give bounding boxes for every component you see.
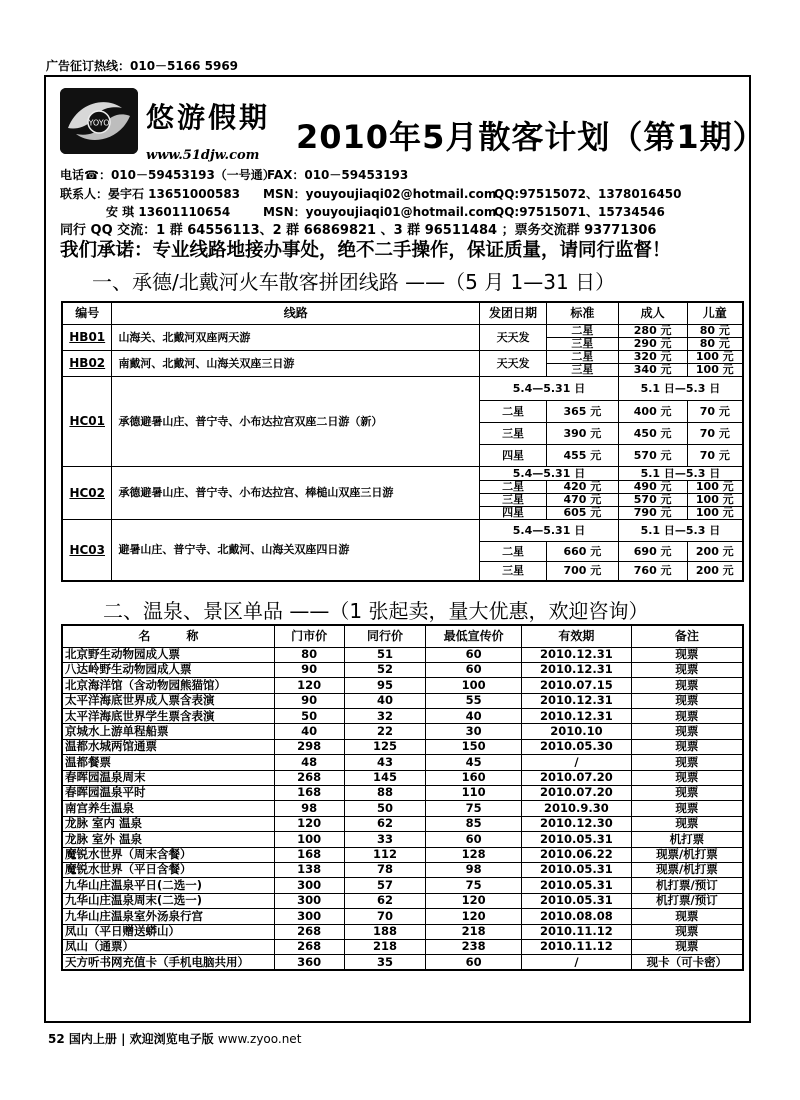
ticket-trade-price: 32 [344, 709, 426, 724]
route-date: 天天发 [480, 324, 547, 350]
contact-person-1-name: 联系人：晏宇石 13651000583 [60, 187, 241, 201]
route-child-price: 80 元 [687, 324, 743, 337]
ticket-note: 现票 [631, 786, 743, 801]
ticket-trade-price: 22 [344, 724, 426, 739]
ticket-valid-until: / [522, 755, 632, 770]
ticket-retail-price: 40 [274, 724, 344, 739]
route-code: HC03 [62, 519, 112, 581]
ticket-valid-until: 2010.12.31 [522, 662, 632, 677]
ticket-min-price: 45 [426, 755, 522, 770]
header-trade: 同行价 [344, 625, 426, 647]
ticket-valid-until: 2010.08.08 [522, 909, 632, 924]
ticket-min-price: 120 [426, 909, 522, 924]
route-row [62, 350, 743, 363]
ticket-row [62, 678, 743, 693]
ticket-trade-price: 57 [344, 878, 426, 893]
ticket-trade-price: 218 [344, 939, 426, 954]
route-code: HB01 [62, 324, 112, 350]
section1-title: 一、承德/北戴河火车散客拼团线路 ——（5 月 1—31 日） [92, 270, 616, 294]
ticket-valid-until: 2010.06.22 [522, 847, 632, 862]
route-child-price: 200 元 [687, 541, 743, 561]
route-child-price: 100 元 [687, 363, 743, 376]
ticket-min-price: 100 [426, 678, 522, 693]
ticket-retail-price: 268 [274, 770, 344, 785]
ticket-table-header [62, 625, 743, 647]
ticket-valid-until: 2010.9.30 [522, 801, 632, 816]
ticket-trade-price: 188 [344, 924, 426, 939]
ticket-retail-price: 100 [274, 832, 344, 847]
ticket-retail-price: 98 [274, 801, 344, 816]
brand-name: 悠游假期 [146, 101, 271, 134]
route-standard: 三星 [480, 561, 547, 581]
ticket-retail-price: 50 [274, 709, 344, 724]
route-price-a: 605 元 [546, 506, 618, 519]
ticket-name: 京城水上游单程船票 [62, 724, 274, 739]
ticket-row [62, 893, 743, 908]
ticket-min-price: 75 [426, 801, 522, 816]
ticket-note: 现票 [631, 801, 743, 816]
ticket-retail-price: 168 [274, 786, 344, 801]
route-adult-price: 290 元 [618, 337, 687, 350]
ticket-name: 温都餐票 [62, 755, 274, 770]
footer-slogan: 欢迎浏览电子版 [129, 1032, 214, 1046]
ticket-valid-until: 2010.05.30 [522, 739, 632, 754]
header-min-price: 最低宣传价 [426, 625, 522, 647]
ticket-valid-until: 2010.05.31 [522, 893, 632, 908]
route-adult-price: 690 元 [618, 541, 687, 561]
ticket-name: 春晖园温泉周末 [62, 770, 274, 785]
ticket-valid-until: 2010.11.12 [522, 924, 632, 939]
ticket-row [62, 755, 743, 770]
fax-number: FAX：010－59453193 [267, 168, 409, 182]
ticket-rows [62, 647, 743, 970]
header-note: 备注 [631, 625, 743, 647]
ad-hotline: 广告征订热线：010－5166 5969 [46, 59, 239, 73]
ticket-row [62, 739, 743, 754]
route-period-row [62, 519, 743, 541]
ticket-retail-price: 360 [274, 955, 344, 970]
route-adult-price: 570 元 [618, 493, 687, 506]
route-price-a: 390 元 [546, 422, 618, 444]
route-period-b: 5.1 日—5.3 日 [618, 519, 743, 541]
route-date: 天天发 [480, 350, 547, 376]
route-child-price: 70 元 [687, 444, 743, 466]
ticket-name: 温都水城两馆通票 [62, 739, 274, 754]
ticket-note: 现卡（可卡密） [631, 955, 743, 970]
ticket-valid-until: 2010.05.31 [522, 878, 632, 893]
ticket-valid-until: 2010.11.12 [522, 939, 632, 954]
ticket-min-price: 98 [426, 862, 522, 877]
ticket-retail-price: 300 [274, 909, 344, 924]
ticket-min-price: 30 [426, 724, 522, 739]
ticket-note: 现票 [631, 724, 743, 739]
ticket-valid-until: 2010.05.31 [522, 832, 632, 847]
ticket-trade-price: 125 [344, 739, 426, 754]
ticket-row [62, 801, 743, 816]
section2-title: 二、温泉、景区单品 ——（1 张起卖，量大优惠，欢迎咨询） [103, 599, 649, 623]
route-standard: 二星 [546, 324, 618, 337]
route-adult-price: 280 元 [618, 324, 687, 337]
ticket-name: 九华山庄温泉室外汤泉行宫 [62, 909, 274, 924]
ticket-retail-price: 120 [274, 678, 344, 693]
brand-website: www.51djw.com [146, 148, 260, 163]
ticket-trade-price: 78 [344, 862, 426, 877]
ticket-row [62, 647, 743, 662]
ticket-valid-until: 2010.12.30 [522, 816, 632, 831]
ticket-note: 现票 [631, 909, 743, 924]
route-code: HC02 [62, 466, 112, 519]
ticket-row [62, 724, 743, 739]
ticket-min-price: 60 [426, 955, 522, 970]
contact-person-1-msn: MSN：youyoujiaqi02@hotmail.com [263, 187, 497, 201]
ticket-valid-until: 2010.12.31 [522, 709, 632, 724]
contact-person-2-qq: QQ:97515071、15734546 [494, 205, 665, 219]
header-code: 编号 [62, 302, 112, 324]
ticket-row [62, 816, 743, 831]
ticket-trade-price: 88 [344, 786, 426, 801]
route-standard: 三星 [480, 422, 547, 444]
route-standard: 三星 [546, 337, 618, 350]
route-table-header [62, 302, 743, 324]
logo-yoyo-text: YOYO [88, 118, 110, 128]
ticket-note: 现票 [631, 709, 743, 724]
contact-person-2-name: 安 琪 13601110654 [106, 205, 231, 219]
ticket-name: 龙脉 室内 温泉 [62, 816, 274, 831]
ticket-name: 北京海洋馆（含动物园熊猫馆） [62, 678, 274, 693]
header-name: 名 称 [62, 625, 274, 647]
route-child-price: 70 元 [687, 400, 743, 422]
route-adult-price: 570 元 [618, 444, 687, 466]
ticket-valid-until: 2010.05.31 [522, 862, 632, 877]
contact-person-1-qq: QQ:97515072、1378016450 [494, 187, 682, 201]
ticket-min-price: 60 [426, 647, 522, 662]
ticket-table [61, 624, 744, 971]
ticket-retail-price: 168 [274, 847, 344, 862]
route-child-price: 200 元 [687, 561, 743, 581]
header-child: 儿童 [687, 302, 743, 324]
ticket-min-price: 85 [426, 816, 522, 831]
ticket-name: 春晖园温泉平时 [62, 786, 274, 801]
ticket-row [62, 878, 743, 893]
route-child-price: 80 元 [687, 337, 743, 350]
ticket-note: 机打票/预订 [631, 878, 743, 893]
route-adult-price: 400 元 [618, 400, 687, 422]
ticket-note: 机打票 [631, 832, 743, 847]
route-name: 山海关、北戴河双座两天游 [112, 324, 480, 350]
ticket-trade-price: 40 [344, 693, 426, 708]
ticket-trade-price: 112 [344, 847, 426, 862]
ticket-note: 现票 [631, 693, 743, 708]
footer: 52 国内上册 | 欢迎浏览电子版 www.zyoo.net [48, 1032, 302, 1046]
ticket-row [62, 924, 743, 939]
ticket-trade-price: 51 [344, 647, 426, 662]
book-name: 国内上册 [68, 1032, 117, 1046]
contact-person-2-msn: MSN：youyoujiaqi01@hotmail.com [263, 205, 497, 219]
ticket-row [62, 693, 743, 708]
ticket-valid-until: 2010.07.20 [522, 770, 632, 785]
header-adult: 成人 [618, 302, 687, 324]
ticket-retail-price: 90 [274, 662, 344, 677]
ticket-retail-price: 80 [274, 647, 344, 662]
dolphin-logo-icon [60, 88, 138, 154]
ticket-name: 南宫养生温泉 [62, 801, 274, 816]
ticket-min-price: 75 [426, 878, 522, 893]
ticket-min-price: 110 [426, 786, 522, 801]
ticket-retail-price: 90 [274, 693, 344, 708]
ticket-valid-until: 2010.12.31 [522, 693, 632, 708]
route-period-a: 5.4—5.31 日 [480, 519, 619, 541]
ticket-trade-price: 50 [344, 801, 426, 816]
qq-groups: 同行 QQ 交流：1 群 64556113、2 群 66869821 、3 群 96511484 ；票务交流群 93771306 [60, 223, 657, 238]
ticket-note: 现票 [631, 939, 743, 954]
route-code: HC01 [62, 376, 112, 466]
ticket-name: 魔锐水世界（平日含餐） [62, 862, 274, 877]
page-title: 2010年5月散客计划（第1期） [296, 118, 766, 156]
ticket-trade-price: 43 [344, 755, 426, 770]
route-standard: 三星 [480, 493, 547, 506]
route-child-price: 100 元 [687, 350, 743, 363]
ticket-note: 现票 [631, 924, 743, 939]
ticket-note: 现票 [631, 816, 743, 831]
header-standard: 标准 [546, 302, 618, 324]
route-period-a: 5.4—5.31 日 [480, 466, 619, 480]
ticket-name: 凤山（平日赠送蟒山） [62, 924, 274, 939]
route-price-a: 365 元 [546, 400, 618, 422]
split-routes [62, 376, 743, 581]
ticket-name: 龙脉 室外 温泉 [62, 832, 274, 847]
route-price-a: 455 元 [546, 444, 618, 466]
ticket-min-price: 238 [426, 939, 522, 954]
ticket-note: 现票 [631, 662, 743, 677]
route-name: 避暑山庄、普宁寺、北戴河、山海关双座四日游 [112, 519, 480, 581]
simple-routes [62, 324, 743, 376]
route-row [62, 324, 743, 337]
ticket-row [62, 847, 743, 862]
route-name: 承德避暑山庄、普宁寺、小布达拉宫双座二日游（新） [112, 376, 480, 466]
ticket-row [62, 662, 743, 677]
ticket-min-price: 60 [426, 662, 522, 677]
route-table [61, 301, 744, 582]
route-child-price: 100 元 [687, 506, 743, 519]
route-code: HB02 [62, 350, 112, 376]
ticket-name: 八达岭野生动物园成人票 [62, 662, 274, 677]
route-period-b: 5.1 日—5.3 日 [618, 466, 743, 480]
ticket-retail-price: 120 [274, 816, 344, 831]
ticket-name: 九华山庄温泉平日(二选一) [62, 878, 274, 893]
ticket-row [62, 832, 743, 847]
route-standard: 四星 [480, 506, 547, 519]
footer-url: www.zyoo.net [217, 1032, 302, 1046]
ticket-retail-price: 48 [274, 755, 344, 770]
ticket-name: 北京野生动物园成人票 [62, 647, 274, 662]
ticket-row [62, 955, 743, 970]
commitment-text: 我们承诺：专业线路地接办事处，绝不二手操作，保证质量，请同行监督！ [60, 240, 671, 261]
page-number: 52 [48, 1032, 65, 1046]
route-standard: 四星 [480, 444, 547, 466]
ticket-note: 现票 [631, 770, 743, 785]
ticket-name: 太平洋海底世界成人票含表演 [62, 693, 274, 708]
route-period-a: 5.4—5.31 日 [480, 376, 619, 400]
header-retail: 门市价 [274, 625, 344, 647]
route-standard: 二星 [480, 480, 547, 493]
ticket-retail-price: 298 [274, 739, 344, 754]
ticket-trade-price: 95 [344, 678, 426, 693]
ticket-min-price: 55 [426, 693, 522, 708]
ticket-retail-price: 268 [274, 939, 344, 954]
route-child-price: 100 元 [687, 480, 743, 493]
ticket-retail-price: 138 [274, 862, 344, 877]
ticket-valid-until: 2010.07.15 [522, 678, 632, 693]
ticket-min-price: 160 [426, 770, 522, 785]
ticket-retail-price: 300 [274, 893, 344, 908]
ticket-note: 现票/机打票 [631, 862, 743, 877]
ticket-valid-until: / [522, 955, 632, 970]
ticket-retail-price: 268 [274, 924, 344, 939]
ticket-note: 现票 [631, 739, 743, 754]
ticket-min-price: 60 [426, 832, 522, 847]
ticket-valid-until: 2010.12.31 [522, 647, 632, 662]
ticket-trade-price: 70 [344, 909, 426, 924]
ticket-min-price: 40 [426, 709, 522, 724]
route-adult-price: 790 元 [618, 506, 687, 519]
ticket-name: 天方听书网充值卡（手机电脑共用） [62, 955, 274, 970]
header-route: 线路 [112, 302, 480, 324]
route-adult-price: 320 元 [618, 350, 687, 363]
ticket-name: 太平洋海底世界学生票含表演 [62, 709, 274, 724]
route-adult-price: 340 元 [618, 363, 687, 376]
route-name: 南戴河、北戴河、山海关双座三日游 [112, 350, 480, 376]
ticket-name: 九华山庄温泉周末(二选一) [62, 893, 274, 908]
ticket-row [62, 939, 743, 954]
ticket-valid-until: 2010.07.20 [522, 786, 632, 801]
ticket-trade-price: 62 [344, 816, 426, 831]
route-child-price: 70 元 [687, 422, 743, 444]
route-period-row [62, 466, 743, 480]
route-price-a: 660 元 [546, 541, 618, 561]
ticket-row [62, 786, 743, 801]
route-adult-price: 490 元 [618, 480, 687, 493]
route-standard: 三星 [546, 363, 618, 376]
ticket-trade-price: 145 [344, 770, 426, 785]
route-price-a: 470 元 [546, 493, 618, 506]
route-period-b: 5.1 日—5.3 日 [618, 376, 743, 400]
header-date: 发团日期 [480, 302, 547, 324]
ticket-row [62, 909, 743, 924]
ticket-row [62, 770, 743, 785]
route-standard: 二星 [480, 400, 547, 422]
ticket-trade-price: 52 [344, 662, 426, 677]
route-price-a: 420 元 [546, 480, 618, 493]
route-adult-price: 450 元 [618, 422, 687, 444]
ticket-row [62, 709, 743, 724]
ticket-note: 现票 [631, 755, 743, 770]
ticket-name: 魔锐水世界（周末含餐） [62, 847, 274, 862]
route-adult-price: 760 元 [618, 561, 687, 581]
ticket-min-price: 120 [426, 893, 522, 908]
header-valid: 有效期 [522, 625, 632, 647]
route-child-price: 100 元 [687, 493, 743, 506]
ticket-note: 现票/机打票 [631, 847, 743, 862]
ticket-note: 机打票/预订 [631, 893, 743, 908]
ticket-retail-price: 300 [274, 878, 344, 893]
route-standard: 二星 [546, 350, 618, 363]
ticket-min-price: 218 [426, 924, 522, 939]
ticket-min-price: 150 [426, 739, 522, 754]
ticket-min-price: 128 [426, 847, 522, 862]
ticket-name: 凤山（通票） [62, 939, 274, 954]
ticket-trade-price: 35 [344, 955, 426, 970]
ticket-note: 现票 [631, 647, 743, 662]
route-period-row [62, 376, 743, 400]
route-standard: 二星 [480, 541, 547, 561]
ticket-valid-until: 2010.10 [522, 724, 632, 739]
ticket-trade-price: 62 [344, 893, 426, 908]
ticket-row [62, 862, 743, 877]
ticket-note: 现票 [631, 678, 743, 693]
ticket-trade-price: 33 [344, 832, 426, 847]
route-price-a: 700 元 [546, 561, 618, 581]
tel-number: 电话☎：010－59453193（一号通） [60, 168, 275, 182]
route-name: 承德避暑山庄、普宁寺、小布达拉宫、棒槌山双座三日游 [112, 466, 480, 519]
